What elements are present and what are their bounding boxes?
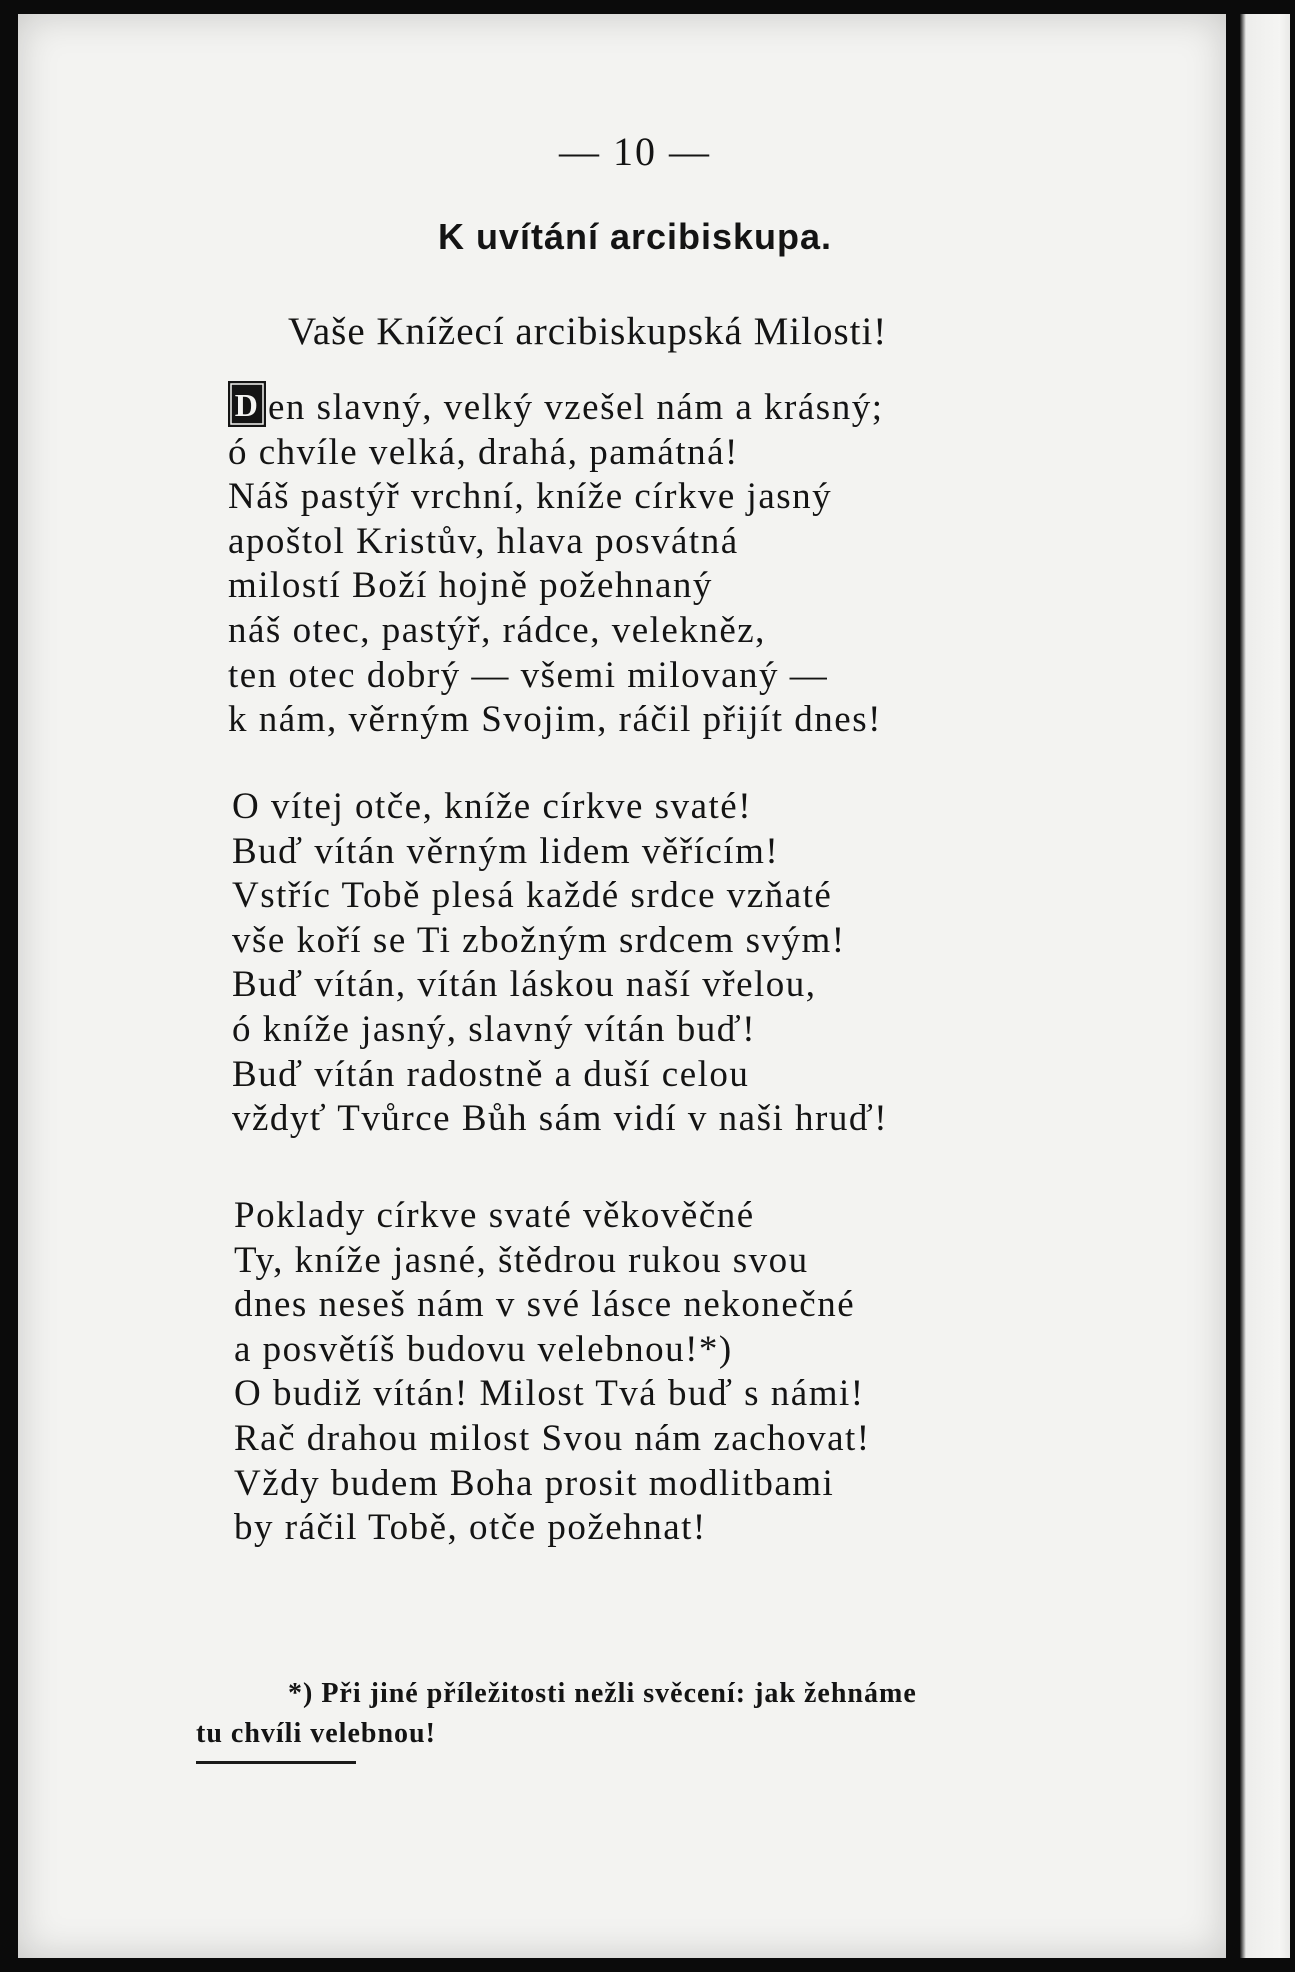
svg-text:D: D — [234, 387, 260, 423]
page-title: K uvítání arcibiskupa. — [437, 216, 833, 257]
page-number: — 10 — — [559, 129, 711, 174]
stanza-1 — [228, 381, 883, 743]
stanza-line: Ty, kníže jasné, štědrou rukou svou — [234, 1239, 809, 1281]
stanza-line: Buď vítán radostně a duší celou — [232, 1053, 750, 1095]
stanza-line: Buď vítán věrným lidem věřícím! — [232, 830, 780, 872]
stanza-line — [228, 381, 883, 431]
stanza-line: vždyť Tvůrce Bůh sám vidí v naši hruď! — [232, 1098, 889, 1140]
stanza-line: by ráčil Tobě, otče požehnat! — [234, 1507, 707, 1549]
stanza-line: ó kníže jasný, slavný vítán buď! — [232, 1008, 757, 1050]
footnote-line-2: tu chvíli velebnou! — [196, 1718, 436, 1749]
stanza-line-text: en slavný, velký vzešel nám a krásný; — [268, 387, 884, 428]
decorated-initial-icon — [228, 381, 266, 427]
stanza-line: milostí Boží hojně požehnaný — [228, 565, 713, 607]
stanza-line: O vítej otče, kníže církve svaté! — [232, 786, 753, 827]
stanza-line: ten otec dobrý — všemi milovaný — — [228, 654, 829, 696]
stanza-line: Náš pastýř vrchní, kníže církve jasný — [228, 476, 833, 518]
stanza-line: Vždy budem Boha prosit modlitbami — [234, 1462, 835, 1504]
stanza-line: vše koří se Ti zbožným srdcem svým! — [232, 919, 846, 961]
stanza-line: Rač drahou milost Svou nám zachovat! — [234, 1417, 871, 1459]
stanza-line: k nám, věrným Svojim, ráčil přijít dnes! — [228, 699, 882, 741]
stanza-line: náš otec, pastýř, rádce, velekněz, — [228, 609, 766, 651]
stanza-line: apoštol Kristův, hlava posvátná — [228, 520, 739, 562]
stanza-line: a posvětíš budovu velebnou!*) — [234, 1328, 733, 1370]
stanza-line: ó chvíle velká, drahá, památná! — [228, 431, 739, 473]
footnote-line-1: *) Při jiné příležitosti nežli svěcení: jak žehnáme — [288, 1678, 917, 1709]
footnote — [196, 1674, 1116, 1754]
salutation: Vaše Knížecí arcibiskupská Milosti! — [288, 310, 888, 353]
stanza-line: Buď vítán, vítán láskou naší vřelou, — [232, 964, 817, 1006]
adjacent-page-edge — [1240, 14, 1290, 1958]
stanza-3 — [234, 1194, 871, 1551]
stanza-line: Vstříc Tobě plesá každé srdce vzňaté — [232, 875, 833, 917]
stanza-line: O budiž vítán! Milost Tvá buď s námi! — [234, 1373, 865, 1415]
stanza-line: Poklady církve svaté věkověčné — [234, 1195, 755, 1236]
stanza-line: dnes neseš nám v své lásce nekonečné — [234, 1284, 856, 1326]
footnote-divider — [196, 1761, 356, 1764]
stanza-2 — [232, 785, 888, 1142]
